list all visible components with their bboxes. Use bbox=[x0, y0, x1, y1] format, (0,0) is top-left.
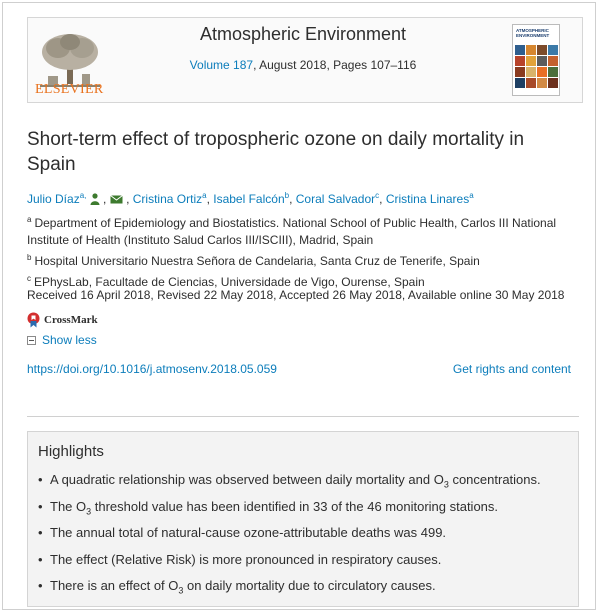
article-title: Short-term effect of tropospheric ozone on daily mortality in Spain bbox=[27, 129, 525, 175]
show-less-toggle[interactable] bbox=[27, 333, 97, 347]
highlights-list bbox=[38, 470, 568, 603]
journal-cover-thumbnail[interactable] bbox=[512, 24, 560, 96]
highlights-title: Highlights bbox=[38, 443, 104, 460]
author-link[interactable]: Cristina Linares$^a$ bbox=[385, 191, 474, 206]
author-link[interactable]: Isabel Falcón$^b$ bbox=[213, 191, 290, 206]
cover-tile bbox=[515, 78, 525, 88]
highlight-item: • The annual total of natural-cause ozone-attributable deaths was 499. bbox=[38, 523, 568, 548]
affiliation-item: $^a$ Department of Epidemiology and Biostatistics. National School of Public Health, Carlos III National Institute of Health (Instituto Salud Carlos III/ISCIII), Madrid, Spain bbox=[27, 215, 557, 247]
crossmark-button[interactable] bbox=[27, 311, 98, 329]
highlight-item: • A quadratic relationship was observed between daily mortality and $O_3$ concentrations. bbox=[38, 470, 568, 495]
author-list bbox=[27, 191, 587, 206]
crossmark-icon bbox=[27, 312, 40, 328]
elsevier-wordmark[interactable]: ELSEVIER bbox=[35, 82, 104, 97]
author-link[interactable]: Coral Salvador$^c$ bbox=[295, 191, 380, 206]
article-history: Received 16 April 2018, Revised 22 May 2018, Accepted 26 May 2018, Available online 30 May 2018 bbox=[27, 288, 565, 302]
cover-tile bbox=[548, 78, 558, 88]
cover-tile bbox=[526, 78, 536, 88]
affiliations bbox=[27, 211, 572, 291]
cover-tile bbox=[526, 67, 536, 77]
journal-issue-info bbox=[148, 58, 458, 72]
separator: , bbox=[103, 192, 107, 206]
section-divider bbox=[27, 416, 579, 417]
cover-tile bbox=[537, 56, 547, 66]
highlight-item: • There is an effect of $O_3$ on daily mortality due to circulatory causes. bbox=[38, 576, 568, 601]
cover-tile bbox=[548, 56, 558, 66]
mail-icon[interactable] bbox=[110, 195, 123, 204]
separator: , bbox=[379, 192, 383, 206]
cover-tile bbox=[548, 45, 558, 55]
crossmark-label: CrossMark bbox=[44, 314, 98, 326]
person-icon[interactable] bbox=[90, 193, 100, 205]
issue-details: , August 2018, Pages 107–116 bbox=[253, 58, 417, 72]
rights-link[interactable]: Get rights and content bbox=[452, 362, 571, 376]
author-link[interactable]: Julio Díaz$^{a,}$ bbox=[27, 191, 87, 206]
journal-header bbox=[27, 17, 583, 103]
cover-tile bbox=[537, 45, 547, 55]
cover-tile bbox=[526, 56, 536, 66]
affiliation-item: $^b$ Hospital Universitario Nuestra Señora de Candelaria, Santa Cruz de Tenerife, Spain bbox=[27, 253, 480, 268]
volume-link[interactable]: Volume 187 bbox=[189, 58, 254, 72]
cover-tile bbox=[515, 67, 525, 77]
cover-tile bbox=[548, 67, 558, 77]
highlight-item: • The effect (Relative Risk) is more pronounced in respiratory causes. bbox=[38, 550, 568, 575]
doi-link[interactable]: https://doi.org/10.1016/j.atmosenv.2018.05.059 bbox=[27, 362, 277, 376]
cover-tile bbox=[537, 67, 547, 77]
separator: , bbox=[289, 192, 293, 206]
article-page bbox=[2, 2, 596, 610]
separator: , bbox=[206, 192, 210, 206]
cover-tile bbox=[526, 45, 536, 55]
cover-tile bbox=[515, 45, 525, 55]
show-less-label: Show less bbox=[42, 333, 97, 347]
separator: , bbox=[126, 192, 130, 206]
affiliation-item: $^c$ EPhysLab, Facultade de Ciencias, Universidade de Vigo, Ourense, Spain bbox=[27, 274, 425, 289]
journal-title[interactable]: Atmospheric Environment bbox=[199, 24, 407, 44]
cover-tile bbox=[515, 56, 525, 66]
collapse-icon bbox=[27, 336, 36, 345]
highlights-box bbox=[27, 431, 579, 607]
cover-title: ATMOSPHERIC ENVIRONMENT bbox=[516, 28, 550, 38]
cover-tile bbox=[537, 78, 547, 88]
highlight-item: • The $O_3$ threshold value has been identified in 33 of the 46 monitoring stations. bbox=[38, 497, 568, 522]
author-link[interactable]: Cristina Ortiz$^a$ bbox=[132, 191, 207, 206]
